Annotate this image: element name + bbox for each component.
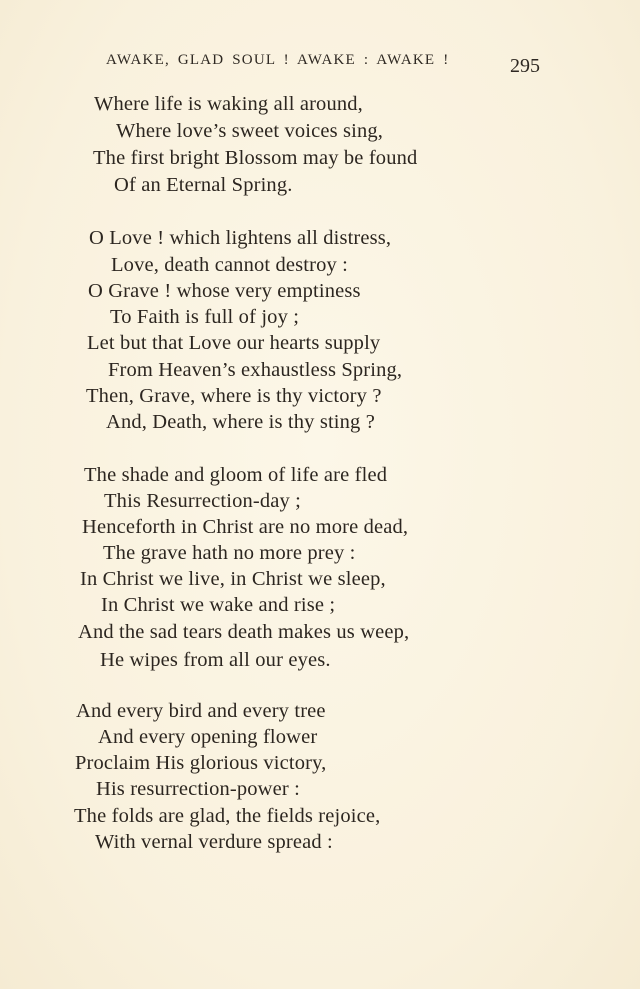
- poem-line: Love, death cannot destroy :: [111, 254, 349, 276]
- poem-line: In Christ we wake and rise ;: [101, 594, 336, 616]
- poem-line: This Resurrection-day ;: [104, 490, 302, 512]
- poem-line: From Heaven’s exhaustless Spring,: [108, 359, 403, 381]
- poem-line: With vernal verdure spread :: [95, 831, 333, 853]
- poem-line: His resurrection-power :: [96, 778, 300, 800]
- poem-line: O Love ! which lightens all distress,: [89, 227, 392, 249]
- running-title: AWAKE, GLAD SOUL ! AWAKE : AWAKE !: [106, 52, 450, 68]
- poem-line: And the sad tears death makes us weep,: [78, 621, 410, 643]
- poem-line: The shade and gloom of life are fled: [84, 464, 388, 486]
- poem-line: The folds are glad, the fields rejoice,: [74, 805, 381, 827]
- poem-line: Proclaim His glorious victory,: [75, 752, 327, 774]
- poem-line: In Christ we live, in Christ we sleep,: [80, 568, 386, 590]
- poem-line: To Faith is full of joy ;: [110, 306, 300, 328]
- poem-line: Of an Eternal Spring.: [114, 174, 293, 196]
- poem-line: Where love’s sweet voices sing,: [116, 120, 384, 142]
- poem-line: The grave hath no more prey :: [103, 542, 356, 564]
- poem-line: And every opening flower: [98, 726, 318, 748]
- poem-line: And every bird and every tree: [76, 700, 326, 722]
- poem-line: Then, Grave, where is thy victory ?: [86, 385, 382, 407]
- poem-line: He wipes from all our eyes.: [100, 649, 331, 671]
- poem-line: Henceforth in Christ are no more dead,: [82, 516, 409, 538]
- page-number: 295: [510, 55, 540, 77]
- poem-line: Where life is waking all around,: [94, 93, 363, 115]
- poem-line: O Grave ! whose very emptiness: [88, 280, 361, 302]
- poem-line: And, Death, where is thy sting ?: [106, 411, 375, 433]
- poem-line: The first bright Blossom may be found: [93, 147, 418, 169]
- poem-line: Let but that Love our hearts supply: [87, 332, 381, 354]
